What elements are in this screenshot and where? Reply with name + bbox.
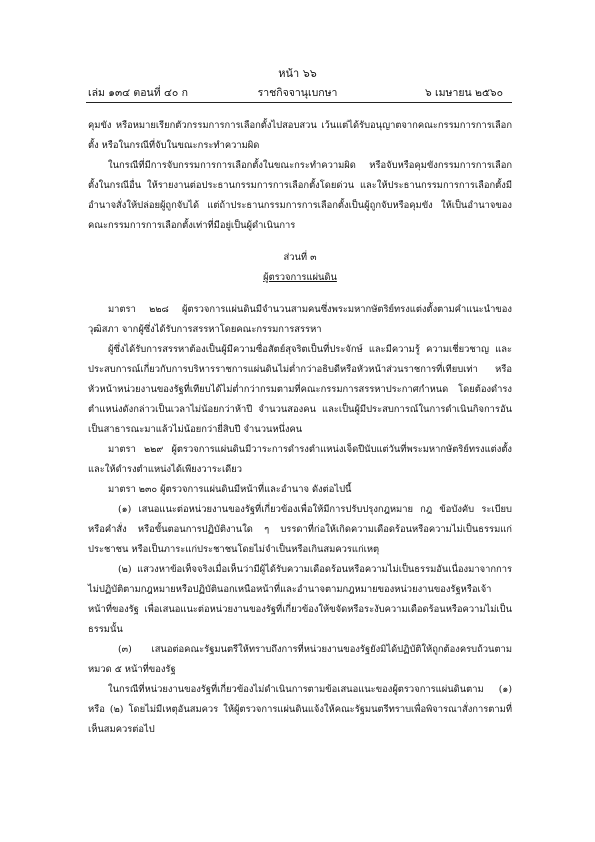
gazette-volume: เล่ม ๑๓๔ ตอนที่ ๔๐ ก — [88, 87, 189, 99]
article-229: มาตรา ๒๒๙ ผู้ตรวจการแผ่นดินมีวาระการดำรงตำแหน่งเจ็ดปีนับแต่วันที่พระมหากษัตริย์ทรงแต่งตั้ง และให้ดำรงตำแหน่งได้เพียงวาระเดียว — [88, 444, 512, 475]
gazette-date: ๖ เมษายน ๒๕๖๐ — [425, 87, 503, 99]
article-228: มาตรา ๒๒๘ ผู้ตรวจการแผ่นดินมีจำนวนสามคนซึ่งพระมหากษัตริย์ทรงแต่งตั้งตามคำแนะนำของวุฒิสภา จากผู้ซึ่งได้รับการสรรหาโดยคณะกรรมการสรรหา — [88, 304, 512, 335]
document-body — [88, 116, 512, 740]
paragraph: ในกรณีที่หน่วยงานของรัฐที่เกี่ยวข้องไม่ดำเนินการตามข้อเสนอแนะของผู้ตรวจการแผ่นดินตาม (๑) หรือ (๒) โดยไม่มีเหตุอันสมควร ให้ผู้ตรวจการแผ่นดินแจ้งให้คณะรัฐมนตรีทราบเพื่อพิจารณาสั่งการตามที่เห็นสมควรต่อไป — [88, 684, 512, 735]
paragraph: ในกรณีที่มีการจับกรรมการการเลือกตั้งในขณะกระทำความผิด หรือจับหรือคุมขังกรรมการการเลือกตั้งในกรณีอื่น ให้รายงานต่อประธานกรรมการการเลือกตั้งโดยด่วน และให้ประธานกรรมการการเลือกตั้งมีอำนาจสั่งให้ปล่อยผู้ถูกจับได้ แต่ถ้าประธานกรรมการการเลือกตั้งเป็นผู้ถูกจับหรือคุมขัง ให้เป็นอำนาจของคณะกรรมการการเลือกตั้งเท่าที่มีอยู่เป็นผู้ดำเนินการ — [88, 160, 512, 231]
list-item: (๑) เสนอแนะต่อหน่วยงานของรัฐที่เกี่ยวข้องเพื่อให้มีการปรับปรุงกฎหมาย กฎ ข้อบังคับ ระเบียบ หรือคำสั่ง หรือขั้นตอนการปฏิบัติงานใด ๆ บรรดาที่ก่อให้เกิดความเดือดร้อนหรือความไม่เป็นธรรมแก่ประชาชน หรือเป็นภาระแก่ประชาชนโดยไม่จำเป็นหรือเกินสมควรแก่เหตุ — [88, 504, 512, 555]
header-divider — [86, 102, 512, 103]
page-number: หน้า ๖๖ — [278, 67, 317, 80]
paragraph: คุมขัง หรือหมายเรียกตัวกรรมการการเลือกตั้งไปสอบสวน เว้นแต่ได้รับอนุญาตจากคณะกรรมการการเลือกตั้ง หรือในกรณีที่จับในขณะกระทำความผิด — [88, 120, 512, 151]
section-subtitle: ผู้ตรวจการแผ่นดิน — [263, 272, 337, 283]
list-item: (๒) แสวงหาข้อเท็จจริงเมื่อเห็นว่ามีผู้ได้รับความเดือดร้อนหรือความไม่เป็นธรรมอันเนื่องมาจากการไม่ปฏิบัติตามกฎหมายหรือปฏิบัตินอกเหนือหน้าที่และอำนาจตามกฎหมายของหน่วยงานของรัฐหรือเจ้าหน้าที่ของรัฐ เพื่อเสนอแนะต่อหน่วยงานของรัฐที่เกี่ยวข้องให้ขจัดหรือระงับความเดือดร้อนหรือความไม่เป็นธรรมนั้น — [88, 564, 512, 635]
gazette-title: ราชกิจจานุเบกษา — [257, 87, 338, 99]
section-title: ส่วนที่ ๓ — [283, 252, 317, 263]
list-item: (๓) เสนอต่อคณะรัฐมนตรีให้ทราบถึงการที่หน่วยงานของรัฐยังมิได้ปฏิบัติให้ถูกต้องครบถ้วนตามหมวด ๕ หน้าที่ของรัฐ — [88, 644, 512, 675]
paragraph: ผู้ซึ่งได้รับการสรรหาต้องเป็นผู้มีความซื่อสัตย์สุจริตเป็นที่ประจักษ์ และมีความรู้ ความเชี่ยวชาญ และประสบการณ์เกี่ยวกับการบริหารราชการแผ่นดินไม่ต่ำกว่าอธิบดีหรือหัวหน้าส่วนราชการที่เทียบเท่า หรือหัวหน้าหน่วยงานของรัฐที่เทียบได้ไม่ต่ำกว่ากรมตามที่คณะกรรมการสรรหาประกาศกำหนด โดยต้องดำรงตำแหน่งดังกล่าวเป็นเวลาไม่น้อยกว่าห้าปี จำนวนสองคน และเป็นผู้มีประสบการณ์ในการดำเนินกิจการอันเป็นสาธารณะมาแล้วไม่น้อยกว่ายี่สิบปี จำนวนหนึ่งคน — [88, 344, 512, 435]
article-230: มาตรา ๒๓๐ ผู้ตรวจการแผ่นดินมีหน้าที่และอำนาจ ดังต่อไปนี้ — [108, 484, 352, 495]
